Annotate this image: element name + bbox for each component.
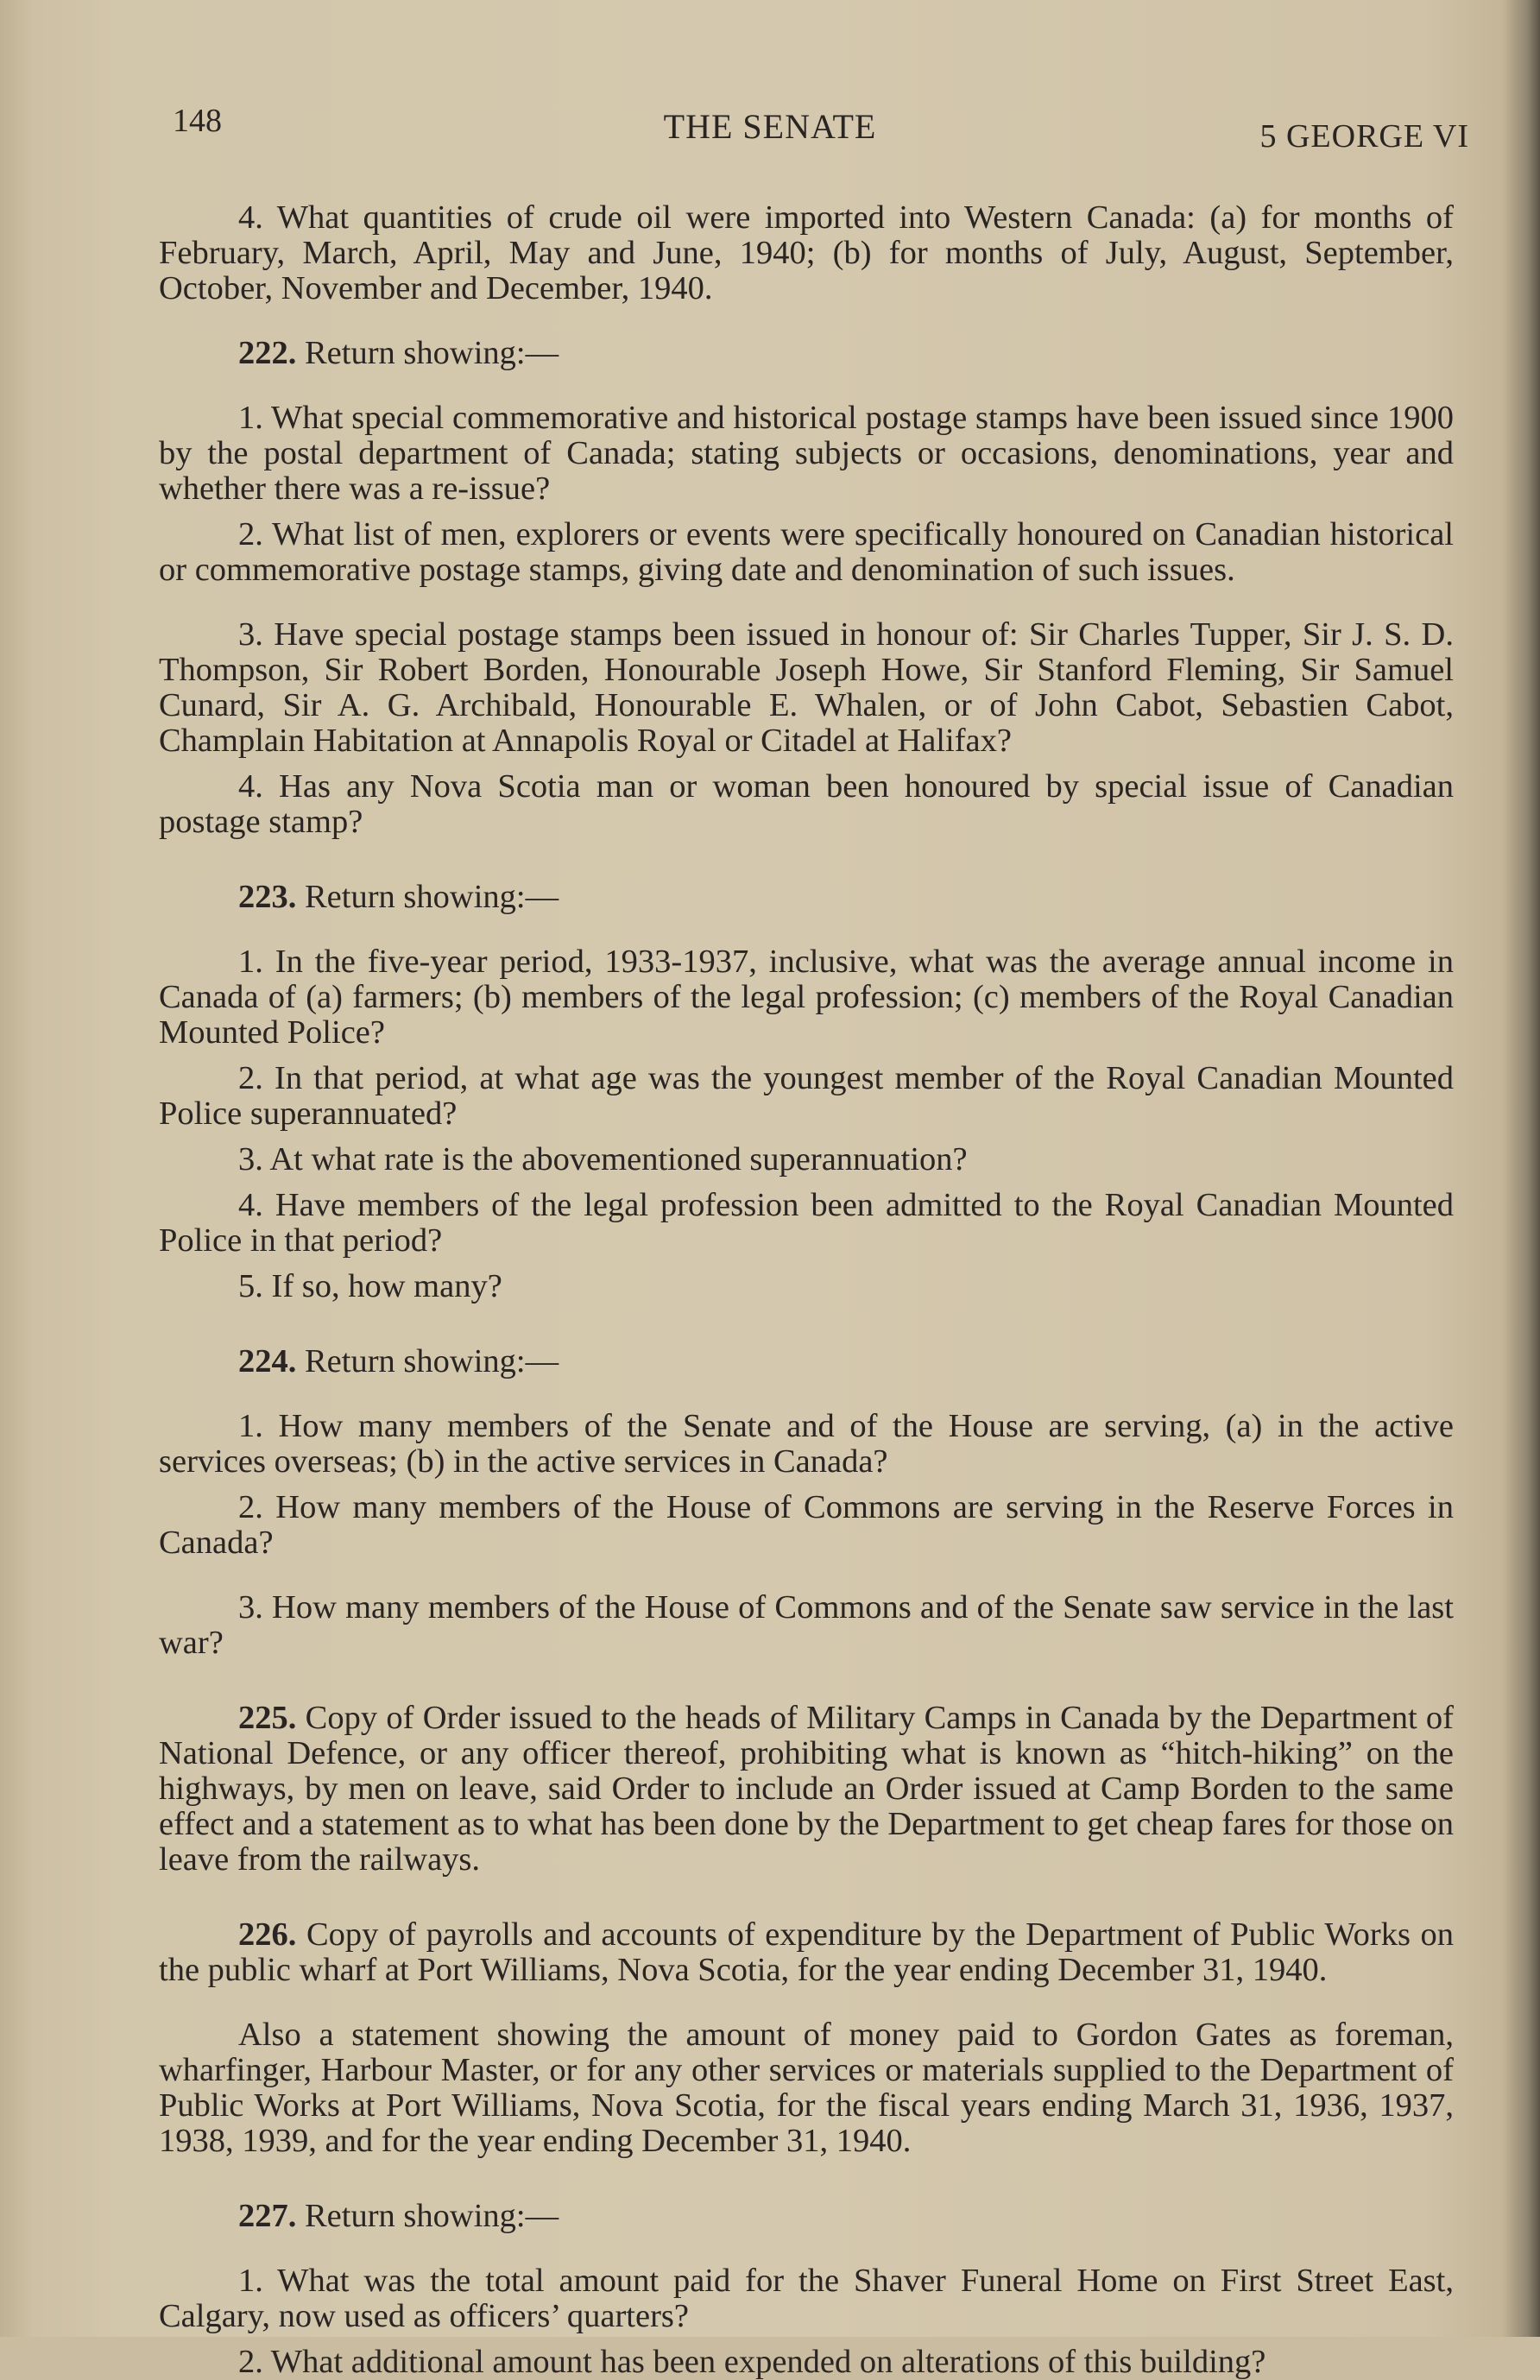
return-222-item-4: 4. Has any Nova Scotia man or woman been honoured by special issue of Canadian postage stamp? (159, 768, 1454, 840)
return-222-item-3: 3. Have special postage stamps been issued in honour of: Sir Charles Tupper, Sir J. S. D. Thompson, Sir Robert Borden, Honourable Joseph Howe, Sir Stanford Fleming, Sir Samuel Cunard, Sir A. G. Archibald, Honourable E. Whalen, or of John Cabot, Sebastien Cabot, Champlain Habitation at Annapolis Royal or Citadel at Halifax? (159, 616, 1454, 759)
question-4-crude-oil: 4. What quantities of crude oil were imported into Western Canada: (a) for months of February, March, April, May and June, 1940; (b) for months of July, August, September, October, November and December, 1940. (159, 199, 1454, 306)
return-224-heading (159, 1344, 1454, 1379)
return-heading-text: Return showing:— (296, 2198, 559, 2234)
return-body-text: Copy of Order issued to the heads of Military Camps in Canada by the Department of National Defence, or any officer thereof, prohibiting what is known as “hitch-hiking” on the highways, by men on leave, said Order to include an Order issued at Camp Borden to the same effect and a statement as to what has been done by the Department to get cheap fares for those on leave from the railways. (159, 1700, 1454, 1878)
return-number: 227. (238, 2198, 297, 2234)
return-227-heading (159, 2199, 1454, 2234)
return-224-item-1: 1. How many members of the Senate and of the House are serving, (a) in the active services overseas; (b) in the active services in Canada? (159, 1408, 1454, 1480)
return-225-paragraph (159, 1701, 1454, 1878)
running-title: THE SENATE (663, 107, 877, 146)
return-227-item-1: 1. What was the total amount paid for the Shaver Funeral Home on First Street East, Calgary, now used as officers’ quarters? (159, 2263, 1454, 2334)
return-222-item-2: 2. What list of men, explorers or events were specifically honoured on Canadian historical or commemorative postage stamps, giving date and denomination of such issues. (159, 516, 1454, 588)
return-224-item-3: 3. How many members of the House of Commons and of the Senate saw service in the last war? (159, 1589, 1454, 1661)
return-226-statement: Also a statement showing the amount of money paid to Gordon Gates as foreman, wharfinger, Harbour Master, or for any other services or materials supplied to the Department of Public Works at Port Williams, Nova Scotia, for the fiscal years ending March 31, 1936, 1937, 1938, 1939, and for the year ending December 31, 1940. (159, 2017, 1454, 2159)
return-number: 222. (238, 335, 297, 371)
return-227-item-2: 2. What additional amount has been expended on alterations of this building? (238, 2344, 1266, 2380)
return-heading-text: Return showing:— (296, 335, 559, 371)
page-header (0, 102, 1540, 162)
return-number: 224. (238, 1343, 297, 1379)
return-number: 225. (238, 1700, 297, 1736)
return-223-heading (159, 880, 1454, 915)
return-heading-text: Return showing:— (296, 879, 559, 915)
page-body (159, 200, 1454, 2380)
return-224-item-2: 2. How many members of the House of Commons are serving in the Reserve Forces in Canada? (159, 1489, 1454, 1561)
return-222-heading (159, 336, 1454, 371)
return-number: 223. (238, 879, 297, 915)
return-heading-text: Return showing:— (296, 1343, 559, 1379)
return-223-item-1: 1. In the five-year period, 1933-1937, inclusive, what was the average annual income in Canada of (a) farmers; (b) members of the legal profession; (c) members of the Royal Canadian Mounted Police? (159, 944, 1454, 1051)
return-number: 226. (238, 1916, 297, 1953)
return-223-item-2: 2. In that period, at what age was the youngest member of the Royal Canadian Mounted Police superannuated? (159, 1060, 1454, 1132)
return-223-item-4: 4. Have members of the legal profession been admitted to the Royal Canadian Mounted Police in that period? (159, 1187, 1454, 1259)
running-date: 5 GEORGE VI (1259, 118, 1469, 155)
return-body-text: Copy of payrolls and accounts of expenditure by the Department of Public Works on the public wharf at Port Williams, Nova Scotia, for the year ending December 31, 1940. (159, 1916, 1454, 1988)
page-number: 148 (173, 103, 222, 139)
return-222-item-1: 1. What special commemorative and historical postage stamps have been issued since 1900 by the postal department of Canada; stating subjects or occasions, denominations, year and whether there was a re-issue? (159, 400, 1454, 507)
return-223-item-3: 3. At what rate is the abovementioned superannuation? (238, 1141, 968, 1177)
return-226-paragraph (159, 1917, 1454, 1988)
return-223-item-5: 5. If so, how many? (238, 1268, 502, 1304)
